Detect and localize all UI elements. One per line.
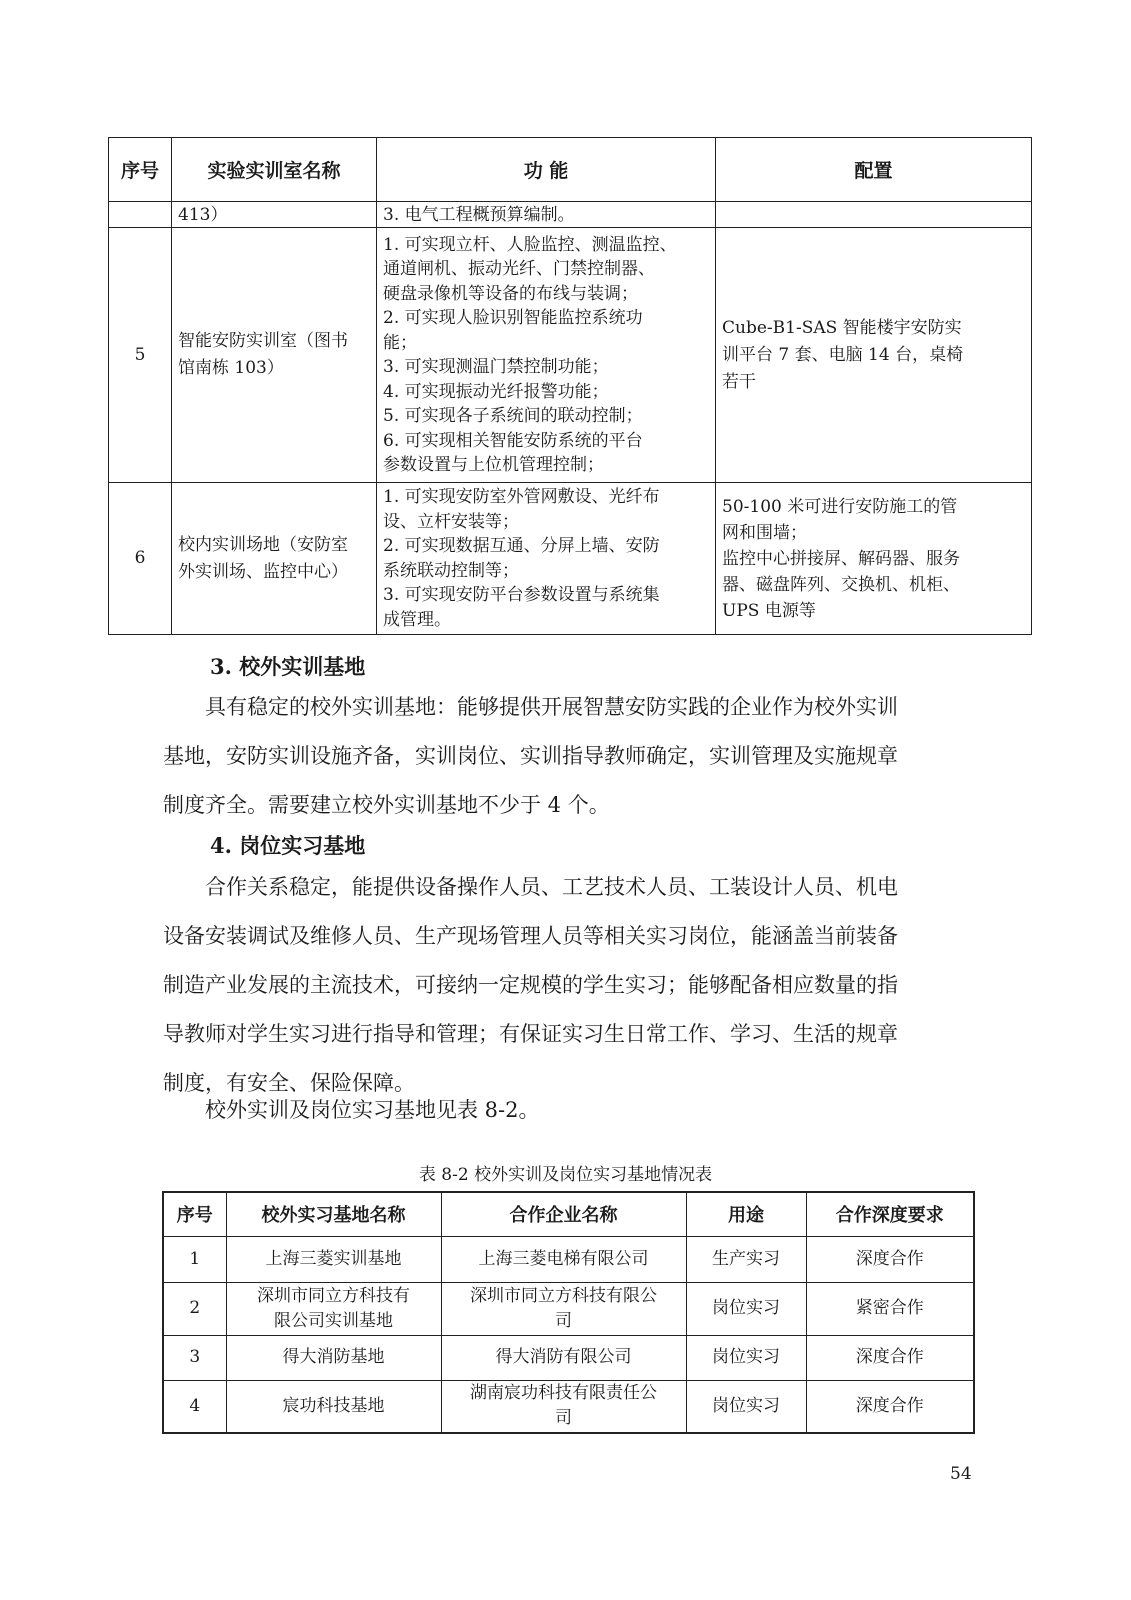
- cell-no: 6: [109, 483, 172, 635]
- table-row: [163, 1335, 974, 1380]
- header-lab-name: 实验实训室名称: [172, 138, 377, 202]
- cell-company: [441, 1380, 686, 1433]
- text-line: 设、立杆安装等；: [383, 511, 519, 532]
- cell-function: [377, 483, 716, 635]
- cell-use: 岗位实习: [686, 1380, 806, 1433]
- table-row: [109, 202, 1032, 228]
- cell-company: [441, 1282, 686, 1335]
- table-row: [163, 1236, 974, 1282]
- text-line: 2. 可实现数据互通、分屏上墙、安防: [383, 536, 660, 556]
- text-line: 4. 可实现振动光纤报警功能；: [383, 381, 609, 402]
- text-line: 1. 可实现立杆、人脸监控、测温监控、: [383, 234, 677, 255]
- text-line: 限公司实训基地: [274, 1310, 393, 1331]
- section-heading-3: 3. 校外实训基地: [210, 654, 366, 679]
- text-line: 能；: [383, 332, 417, 353]
- text-line: 馆南栋 103）: [178, 358, 284, 378]
- cell-use: 岗位实习: [686, 1282, 806, 1335]
- text-line: 50-100 米可进行安防施工的管: [722, 496, 958, 517]
- cell-no: 4: [163, 1380, 226, 1433]
- cell-depth: 深度合作: [806, 1380, 974, 1433]
- text-line: UPS 电源等: [722, 600, 816, 621]
- text-line: 通道闸机、振动光纤、门禁控制器、: [383, 259, 655, 279]
- section-3-paragraph: [163, 683, 963, 830]
- text-line: 若干: [722, 371, 756, 392]
- header-no: 序号: [163, 1192, 226, 1236]
- text-line: 校内实训场地（安防室: [178, 534, 348, 555]
- cell-config: [716, 228, 1032, 483]
- table-row: [163, 1380, 974, 1433]
- text-line: 6. 可实现相关智能安防系统的平台: [383, 430, 643, 451]
- cell-base-name: 宸功科技基地: [226, 1380, 441, 1433]
- cell-config: [716, 483, 1032, 635]
- header-use: 用途: [686, 1192, 806, 1236]
- cell-lab-name: [172, 228, 377, 483]
- text-line: 具有稳定的校外实训基地：能够提供开展智慧安防实践的企业作为校外实训: [163, 695, 898, 719]
- text-line: 3. 可实现安防平台参数设置与系统集: [383, 585, 660, 605]
- cell-no: [109, 202, 172, 228]
- text-line: 成管理。: [383, 609, 451, 630]
- text-line: 3. 可实现测温门禁控制功能；: [383, 357, 609, 377]
- header-no: 序号: [109, 138, 172, 202]
- text-line: 合作关系稳定，能提供设备操作人员、工艺技术人员、工装设计人员、机电: [163, 875, 898, 899]
- table-row: [109, 483, 1032, 635]
- text-line: 制度齐全。需要建立校外实训基地不少于 4 个。: [163, 793, 610, 817]
- cell-no: 1: [163, 1236, 226, 1282]
- header-config: 配置: [716, 138, 1032, 202]
- text-line: 网和围墙；: [722, 522, 807, 543]
- page-number: 54: [950, 1464, 972, 1484]
- cell-config: [716, 202, 1032, 228]
- text-line: 湖南宸功科技有限责任公: [470, 1383, 657, 1404]
- text-line: 硬盘录像机等设备的布线与装调；: [383, 283, 638, 304]
- text-line: 器、磁盘阵列、交换机、机柜、: [722, 574, 960, 595]
- cell-no: 5: [109, 228, 172, 483]
- text-line: 司: [555, 1408, 572, 1429]
- text-line: 系统联动控制等；: [383, 560, 519, 581]
- text-line: 深圳市同立方科技有限公: [470, 1285, 657, 1306]
- text-line: 制度，有安全、保险保障。: [163, 1071, 415, 1095]
- lab-table: [108, 137, 1032, 635]
- text-line: 校外实训及岗位实习基地见表 8-2。: [163, 1098, 540, 1122]
- text-line: Cube-B1-SAS 智能楼宇安防实: [722, 317, 962, 338]
- header-base-name: 校外实习基地名称: [226, 1192, 441, 1236]
- text-line: 训平台 7 套、电脑 14 台，桌椅: [722, 344, 964, 365]
- table-caption: 表 8-2 校外实训及岗位实习基地情况表: [418, 1165, 713, 1185]
- text-line: 深圳市同立方科技有: [257, 1285, 410, 1306]
- section-heading-4: 4. 岗位实习基地: [210, 833, 366, 858]
- text-line: 1. 可实现安防室外管网敷设、光纤布: [383, 487, 660, 507]
- text-line: 参数设置与上位机管理控制；: [383, 455, 604, 475]
- text-line: 导教师对学生实习进行指导和管理；有保证实习生日常工作、学习、生活的规章: [163, 1022, 898, 1046]
- cell-function: 3. 电气工程概预算编制。: [377, 202, 716, 228]
- text-line: 基地，安防实训设施齐备，实训岗位、实训指导教师确定，实训管理及实施规章: [163, 744, 898, 768]
- cell-no: 2: [163, 1282, 226, 1335]
- table-row: [109, 228, 1032, 483]
- cell-company: 上海三菱电梯有限公司: [441, 1236, 686, 1282]
- text-line: 监控中心拼接屏、解码器、服务: [722, 548, 960, 569]
- cell-lab-name: 413）: [172, 202, 377, 228]
- table-header-row: [109, 138, 1032, 202]
- cell-function: [377, 228, 716, 483]
- cell-base-name: 上海三菱实训基地: [226, 1236, 441, 1282]
- text-line: 智能安防实训室（图书: [178, 331, 348, 351]
- cell-no: 3: [163, 1335, 226, 1380]
- header-company: 合作企业名称: [441, 1192, 686, 1236]
- cell-depth: 深度合作: [806, 1236, 974, 1282]
- table-header-row: [163, 1192, 974, 1236]
- cell-depth: 紧密合作: [806, 1282, 974, 1335]
- cell-base-name: 得大消防基地: [226, 1335, 441, 1380]
- cell-base-name: [226, 1282, 441, 1335]
- cell-depth: 深度合作: [806, 1335, 974, 1380]
- table-reference-line: [163, 1086, 963, 1135]
- section-4-paragraph: [163, 863, 963, 1108]
- text-line: 设备安装调试及维修人员、生产现场管理人员等相关实习岗位，能涵盖当前装备: [163, 924, 898, 948]
- cell-use: 生产实习: [686, 1236, 806, 1282]
- cell-lab-name: [172, 483, 377, 635]
- text-line: 2. 可实现人脸识别智能监控系统功: [383, 308, 643, 328]
- text-line: 5. 可实现各子系统间的联动控制；: [383, 406, 643, 426]
- text-line: 外实训场、监控中心）: [178, 561, 348, 582]
- cell-use: 岗位实习: [686, 1335, 806, 1380]
- table-row: [163, 1282, 974, 1335]
- cell-company: 得大消防有限公司: [441, 1335, 686, 1380]
- external-bases-table: [162, 1191, 975, 1434]
- header-depth: 合作深度要求: [806, 1192, 974, 1236]
- header-function: 功 能: [377, 138, 716, 202]
- text-line: 制造产业发展的主流技术，可接纳一定规模的学生实习；能够配备相应数量的指: [163, 973, 898, 997]
- text-line: 司: [555, 1310, 572, 1331]
